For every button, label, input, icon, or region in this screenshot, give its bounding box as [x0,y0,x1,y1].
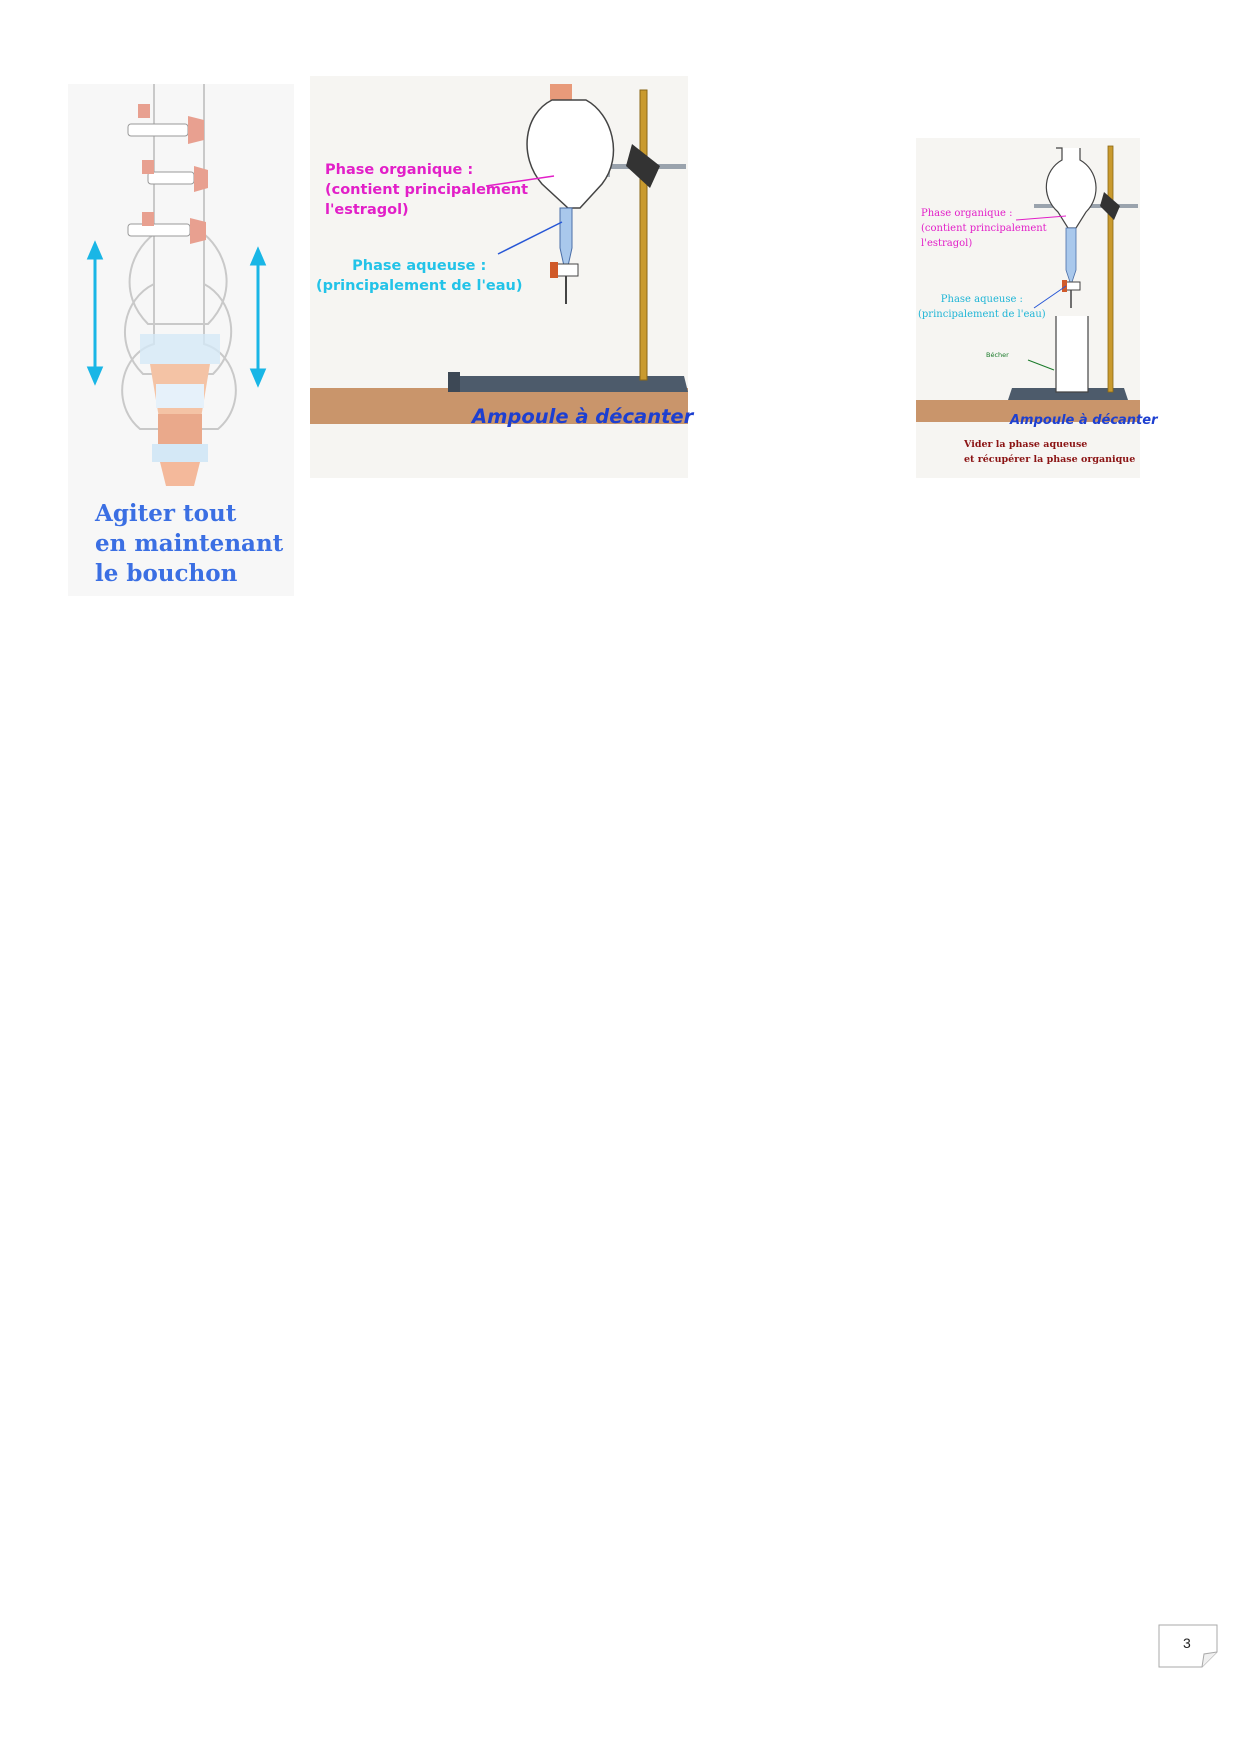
double-arrow-right-icon [252,250,264,384]
stopcock-icon [142,160,208,192]
stopcock-icon [128,212,206,244]
funnel-bulb [1046,148,1096,228]
instruction-note [964,437,1135,467]
stopcock-icon [1062,280,1067,292]
organic-phase-label [325,160,528,220]
label-line: l'estragol) [325,202,409,218]
organic-phase-label [921,206,1047,251]
double-arrow-left-icon [89,244,101,382]
stopper-icon [550,84,572,100]
funnel-bulb [527,100,613,208]
emptying-figure [916,138,1158,478]
beaker-icon [1056,316,1088,392]
stand-rod [640,90,647,380]
aqueous-pointer [498,222,562,254]
beaker-pointer [1028,360,1054,370]
figure-title: Ampoule à décanter [1010,413,1158,428]
figure-title: Ampoule à décanter [472,405,694,428]
page-number-text: 3 [1183,1635,1191,1651]
decanting-figure [310,76,694,478]
caption-line: le bouchon [95,560,238,587]
label-line: Phase organique : [921,208,1013,219]
stand-rod [1108,146,1113,392]
label-line: Phase aqueuse : [352,258,487,274]
aqueous-phase-label [918,292,1046,322]
aqueous-phase-label [316,256,522,296]
stand-base [454,376,688,392]
note-line: Vider la phase aqueuse [964,439,1088,450]
label-line: (principalement de l'eau) [316,278,523,294]
page-number [1158,1624,1218,1668]
caption-line: Agiter tout [95,500,237,527]
beaker-label: Bécher [986,351,1009,359]
shaking-caption [95,499,283,589]
stopcock-icon [550,262,558,278]
label-line: (contient principalement [921,223,1047,234]
stopcock-icon [128,104,204,144]
aqueous-phase-tube [560,208,572,266]
shaking-figure [68,84,294,596]
caption-line: en maintenant [95,530,284,557]
label-line: (principalement de l'eau) [918,309,1046,320]
label-line: Phase aqueuse : [940,294,1023,305]
aqueous-phase-tube [1066,228,1076,282]
label-line: Phase organique : [325,162,474,178]
note-line: et récupérer la phase organique [964,454,1136,465]
label-line: (contient principalement [325,182,529,198]
label-line: l'estragol) [921,238,973,249]
